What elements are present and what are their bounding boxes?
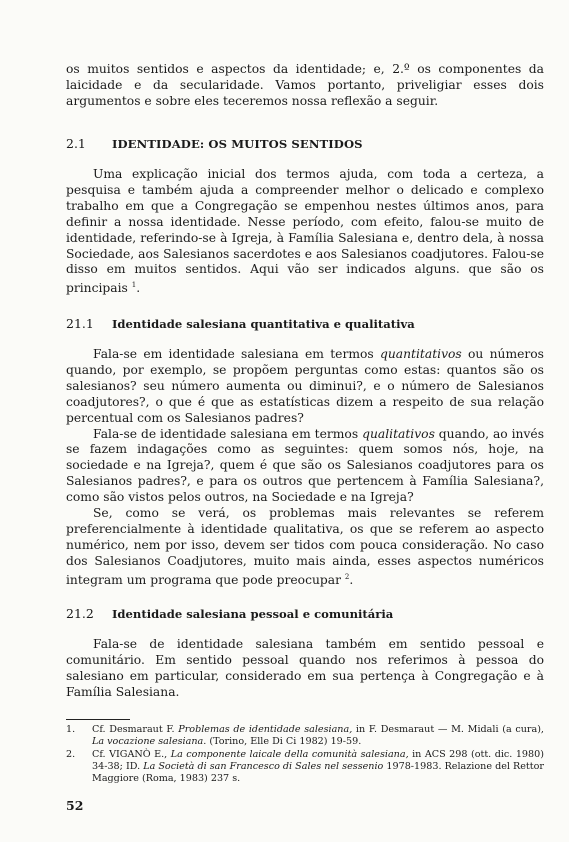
section-number: 21.1 <box>66 316 94 331</box>
footnotes <box>66 724 544 785</box>
footnote-ref: 1 <box>131 281 137 290</box>
footnote-ref: 2 <box>344 572 350 581</box>
section-title: IDENTIDADE: OS MUITOS SENTIDOS <box>112 137 363 151</box>
section-21-1-heading <box>66 316 544 332</box>
paragraph: Fala-se de identidade salesiana em termos qualitativos quando, ao invés se fazem indagações como as seguintes: quem somos nós, hoje, na sociedade e na Igreja?, quem é que são os Salesianos coadjutores para os Salesianos padres?, e para os outros que pertencem à Família Salesiana?, como são vistos pelos outros, na Sociedade e na Igreja? <box>66 426 545 505</box>
section-number: 21.2 <box>66 606 94 621</box>
paragraph: Fala-se em identidade salesiana em termos quantitativos ou números quando, por exemplo, se propõem perguntas como estas: quantos são os salesianos? seu número aumenta ou diminui?, e o número de Salesianos coadjutores?, o que é que as estatísticas dizem a respeito de sua relação percentual com os Salesianos padres? <box>66 347 544 425</box>
footnote: 2. Cf. VIGANÒ E., La componente laicale della comunità salesiana, in ACS 298 (ott. dic. 1980) 34-38; ID. La Società di san Francesco di Sales nel sessenio 1978-1983. Relazione del Rettor Maggiore (Roma, 1983) 237 s. <box>66 748 544 785</box>
section-21-2-heading <box>66 606 544 622</box>
paragraph: Uma explicação inicial dos termos ajuda, com toda a certeza, a pesquisa e também ajuda a compreender melhor o delicado e complexo trabalho em que a Congregação se empenhou nestes últimos anos, para definir a nossa identidade. Nesse período, com efeito, falou-se muito de identidade, referindo-se à Igreja, à Família Salesiana e, dentro dela, à nossa Sociedade, aos Salesianos sacerdotes e aos Salesianos coadjutores. Falou-se disso em muitos sentidos. Aqui vão ser indicados alguns. que são os principais $^1$. <box>66 167 544 296</box>
section-2-1-body <box>66 167 544 297</box>
footnote: 1. Cf. Desmaraut F. Problemas de identidade salesiana, in F. Desmaraut — M. Midali (a cura), La vocazione salesiana. (Torino, Elle Di Ci 1982) 19-59. <box>66 724 544 748</box>
section-title: Identidade salesiana pessoal e comunitária <box>112 607 394 621</box>
paragraph: Fala-se de identidade salesiana também em sentido pessoal e comunitário. Em sentido pessoal quando nos referimos à pessoa do salesiano em particular, considerado em sua pertença à Congregação e à Família Salesiana. <box>66 637 544 699</box>
section-21-1-body <box>66 347 544 589</box>
section-title: Identidade salesiana quantitativa e qualitativa <box>112 317 415 331</box>
section-number: 2.1 <box>66 136 86 151</box>
intro-text: os muitos sentidos e aspectos da identidade; e, 2.º os componentes da laicidade e da secularidade. Vamos portanto, priveligiar esses dois argumentos e sobre eles teceremos nossa reflexão a seguir. <box>66 62 544 108</box>
section-21-2-body <box>66 637 544 701</box>
section-2-1-heading <box>66 136 544 152</box>
footnote-divider <box>66 719 130 720</box>
intro-paragraph <box>66 62 544 110</box>
paragraph: Se, como se verá, os problemas mais relevantes se referem preferencialmente à identidade qualitativa, os que se referem ao aspecto numérico, nem por isso, devem ser tidos com pouca consideração. No caso dos Salesianos Coadjutores, muito mais ainda, esses aspectos numéricos integram um programa que pode preocupar $^2$. <box>66 506 544 587</box>
page-number: 52 <box>66 798 84 813</box>
